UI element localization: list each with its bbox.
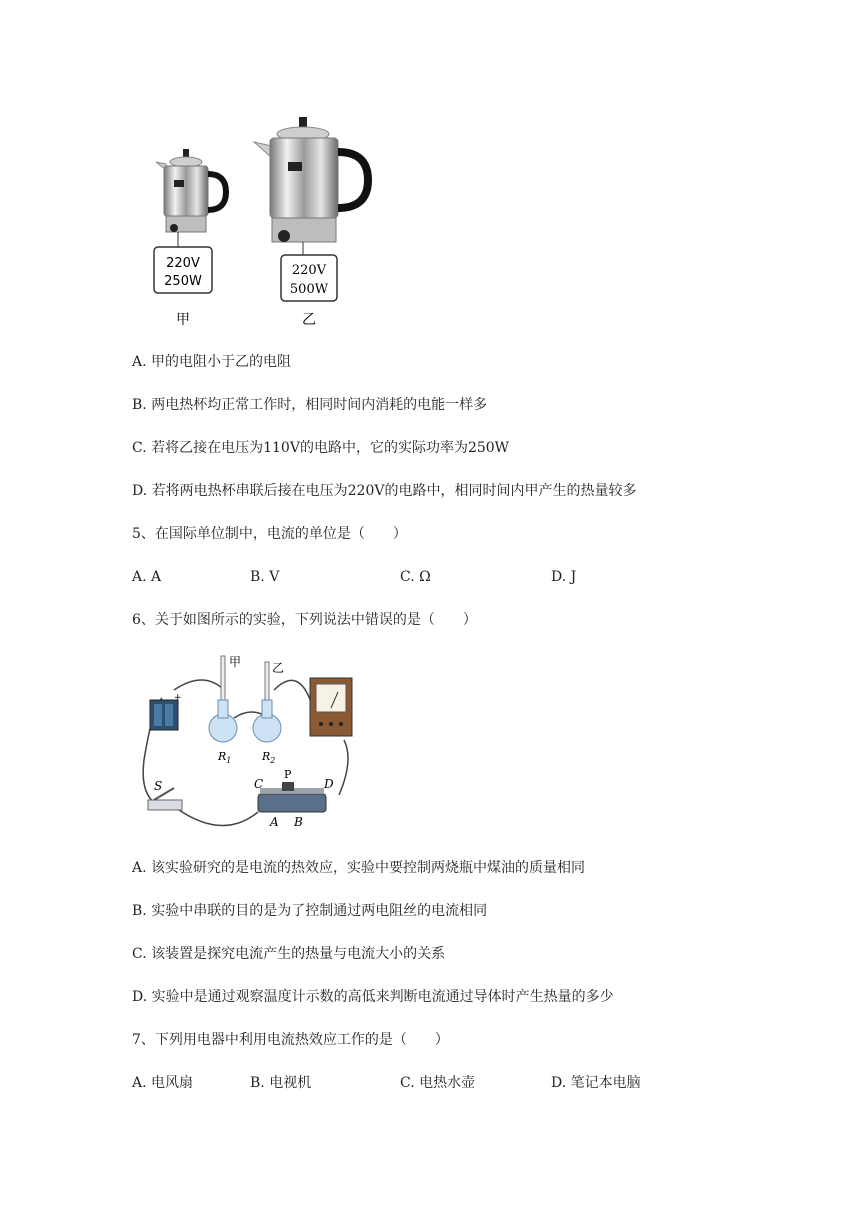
- q4-option-d: D. 若将两电热杯串联后接在电压为220V的电路中，相同时间内甲产生的热量较多: [132, 483, 637, 499]
- kettles-figure: [136, 112, 386, 336]
- battery-icon: [150, 693, 182, 730]
- kettle-jia-label: 甲: [176, 312, 190, 328]
- svg-text:R1: [217, 750, 231, 765]
- q5-option-a: A. A: [132, 569, 162, 585]
- kettle-yi-power: 500W: [289, 282, 329, 297]
- r2-subscript: 2: [270, 756, 276, 765]
- kettle-jia-power: 250W: [164, 274, 202, 289]
- switch-icon: [148, 779, 182, 810]
- q7-question: 7、下列用电器中利用电流热效应工作的是（ ）: [132, 1032, 449, 1048]
- q5-question: 5、在国际单位制中，电流的单位是（ ）: [132, 526, 407, 542]
- switch-label: S: [154, 779, 163, 793]
- circuit-figure: [134, 650, 364, 840]
- r1-label: R: [218, 750, 227, 763]
- q4-option-a: A. 甲的电阻小于乙的电阻: [132, 354, 292, 370]
- kettle-jia: [154, 149, 226, 328]
- q6-question: 6、关于如图所示的实验，下列说法中错误的是（ ）: [132, 612, 477, 628]
- kettle-yi: [254, 117, 368, 328]
- rheostat-p: P: [284, 768, 292, 781]
- svg-text:+: +: [174, 693, 182, 703]
- rheostat-icon: [254, 768, 334, 829]
- q5-option-c: C. Ω: [400, 569, 431, 585]
- q4-option-b: B. 两电热杯均正常工作时，相同时间内消耗的电能一样多: [132, 397, 488, 413]
- q7-option-b: B. 电视机: [250, 1075, 312, 1091]
- r2-label: R: [262, 750, 271, 763]
- rheostat-c: C: [254, 777, 264, 791]
- flask-yi-label: 乙: [272, 661, 285, 675]
- q5-option-b: B. V: [250, 569, 280, 585]
- q6-option-a: A. 该实验研究的是电流的热效应，实验中要控制两烧瓶中煤油的质量相同: [132, 860, 586, 876]
- flask-jia-label: 甲: [229, 655, 242, 669]
- q7-option-a: A. 电风扇: [132, 1075, 194, 1091]
- kettle-yi-label: 乙: [302, 312, 316, 328]
- q4-option-c: C. 若将乙接在电压为110V的电路中，它的实际功率为250W: [132, 440, 510, 456]
- q7-option-c: C. 电热水壶: [400, 1075, 476, 1091]
- q6-option-b: B. 实验中串联的目的是为了控制通过两电阻丝的电流相同: [132, 903, 488, 919]
- q6-option-d: D. 实验中是通过观察温度计示数的高低来判断电流通过导体时产生热量的多少: [132, 989, 614, 1005]
- svg-text:R2: [261, 750, 275, 765]
- q7-option-d: D. 笔记本电脑: [551, 1075, 641, 1091]
- ammeter-icon: [310, 678, 352, 736]
- rheostat-d: D: [324, 777, 334, 791]
- rheostat-a: A: [270, 815, 279, 829]
- kettle-jia-voltage: 220V: [166, 256, 200, 271]
- rheostat-b: B: [294, 815, 303, 829]
- kettle-yi-voltage: 220V: [291, 263, 327, 278]
- flask-jia: [209, 655, 241, 765]
- q6-option-c: C. 该装置是探究电流产生的热量与电流大小的关系: [132, 946, 446, 962]
- r1-subscript: 1: [226, 756, 232, 765]
- q5-option-d: D. J: [551, 569, 577, 585]
